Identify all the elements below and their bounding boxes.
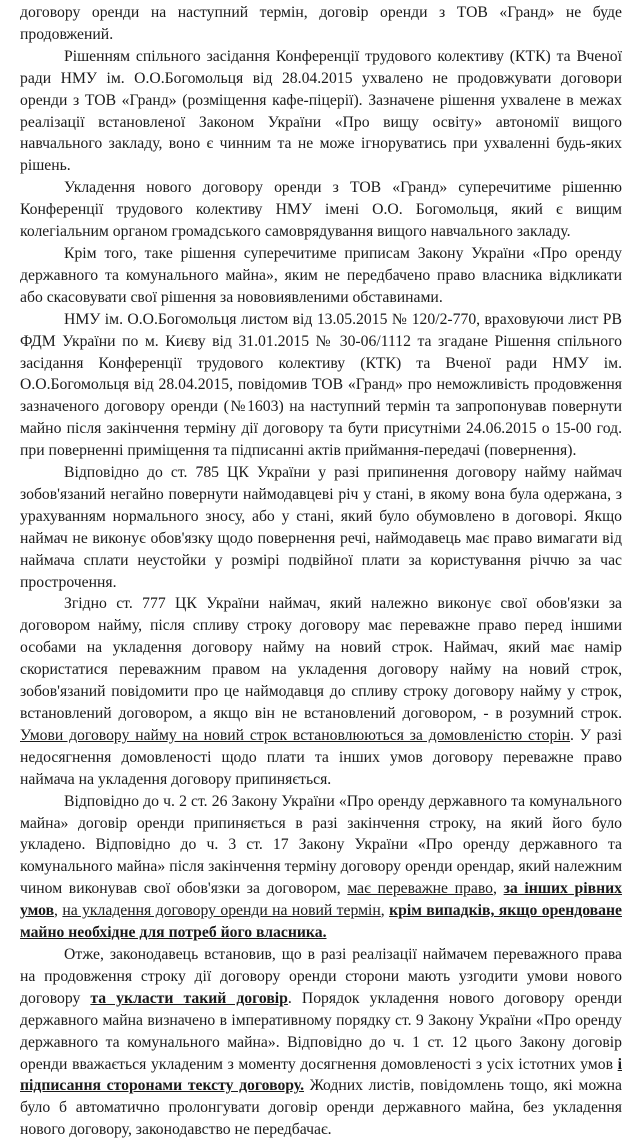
text-run: Відповідно до ст. 785 ЦК України у разі припинення договору найму наймач зобов'язаний негайно повернути наймодавцеві річ у стані, в якому вона була одержана, з урахуванням нормального зносу, або у стані, який було обумовлено в договорі. Якщо наймач не виконує обов'язку щодо повернення речі, наймодавець має право вимагати від наймача сплати неустойки у розмірі подвійної плати за користування річчю за час прострочення.: [20, 464, 622, 591]
text-run: Рішенням спільного засідання Конференції трудового колективу (КТК) та Вченої ради НМУ ім. О.О.Богомольця від 28.04.2015 ухвалено не продовжувати договори оренди з ТОВ «Гранд» (розміщення кафе-піцерії). Зазначене рішення ухвалене в межах реалізації встановленої Законом України «Про вищу освіту» автономії вищого навчального закладу, воно є чинним та не може ігноруватись при ухваленні будь-яких рішень.: [20, 47, 622, 175]
bold-underlined-text-run: за інших рівних умов: [20, 880, 622, 920]
text-run: НМУ ім. О.О.Богомольця листом від 13.05.2015 № 120/2-770, враховуючи лист РВ ФДМ України по м. Києву від 31.01.2015 № 30-06/1112 та згадане Рішення спільного засідання Конференції трудового колективу (КТК) та Вченої ради НМУ ім. О.О.Богомольця від 28.04.2015, повідомив ТОВ «Гранд» про неможливість продовження зазначеного договору оренди (№1603) на наступний термін та запропонував повернути майно після закінчення терміну дії договору та бути присутніми 24.06.2015 о 15-00 год. при поверненні приміщення та підписанні актів приймання-передачі (повернення).: [20, 310, 622, 460]
text-run: договору оренди на наступний термін, договір оренди з ТОВ «Гранд» не буде продовжений.: [20, 4, 622, 43]
paragraph-nmu-letter: [20, 309, 622, 462]
paragraph-article-26-17: [20, 791, 622, 944]
paragraph-conclusion: [20, 944, 622, 1141]
paragraph-article-785: [20, 462, 622, 593]
text-run: . У разі недосягнення домовленості щодо плати та інших умов договору переважне право наймача на укладення договору припиняється.: [20, 726, 622, 788]
paragraph-law-conflict: [20, 243, 622, 309]
paragraph-article-777: [20, 593, 622, 790]
underlined-text-run: Умови договору найму на новий строк встановлюються за домовленістю сторін: [20, 726, 571, 744]
paragraph-continuation: [20, 2, 622, 46]
text-run: ,: [380, 902, 390, 920]
bold-underlined-text-run: крім випадків, якщо орендоване майно необхідне для потреб його власника.: [20, 902, 622, 942]
underlined-text-run: має переважне право: [347, 880, 493, 898]
text-run: Жодних листів, повідомлень тощо, які можна було б автоматично пролонгувати договір оренди державного майна, без укладення нового договору, законодавство не передбачає.: [20, 1077, 623, 1139]
text-run: Отже, законодавець встановив, що в разі реалізації наймачем переважного права на продовження строку дії договору оренди сторони мають узгодити умови нового договору: [20, 945, 622, 1007]
underlined-text-run: на укладення договору оренди на новий термін: [62, 902, 381, 920]
bold-underlined-text-run: та укласти такий договір: [90, 989, 288, 1007]
text-run: ,: [54, 902, 63, 920]
text-run: ,: [493, 880, 504, 898]
bold-underlined-text-run: і підписання сторонами тексту договору.: [20, 1055, 622, 1095]
text-run: Укладення нового договору оренди з ТОВ «Гранд» суперечитиме рішенню Конференції трудового колективу НМУ імені О.О. Богомольця, який є вищим колегіальним органом громадського самоврядування вищого навчального закладу.: [20, 179, 622, 241]
text-run: Згідно ст. 777 ЦК України наймач, який належно виконує свої обов'язки за договором найму, після спливу строку договору має переважне право перед іншими особами на укладення договору найму на новий строк. Наймач, який має намір скористатися переважним правом на укладення договору найму на новий строк, зобов'язаний повідомити про це наймодавця до спливу строку договору найму у строк, встановлений договором, а якщо він не встановлений договором, - в розумний строк.: [20, 595, 622, 722]
paragraph-ktk-decision: [20, 46, 622, 177]
text-run: . Порядок укладення нового договору оренди державного майна визначено в імперативному порядку ст. 9 Закону України «Про оренду державного та комунального майна». Відповідно до ч. 1 ст. 12 цього Закону договір оренди вважається укладеним з моменту досягнення домовленості з усіх істотних умов: [20, 989, 622, 1073]
text-run: Відповідно до ч. 2 ст. 26 Закону України «Про оренду державного та комунального майна» договір оренди припиняється в разі закінчення строку, на який його було укладено. Відповідно до ч. 3 ст. 17 Закону України «Про оренду державного та комунального майна» після закінчення терміну договору оренди орендар, який належним чином виконував свої обов'язки за договором,: [20, 792, 622, 898]
paragraph-new-contract-conflict: [20, 177, 622, 243]
text-run: Крім того, таке рішення суперечитиме приписам Закону України «Про оренду державного та комунального майна», яким не передбачено право власника відкликати або скасовувати свої рішення за нововиявленими обставинами.: [20, 244, 622, 306]
